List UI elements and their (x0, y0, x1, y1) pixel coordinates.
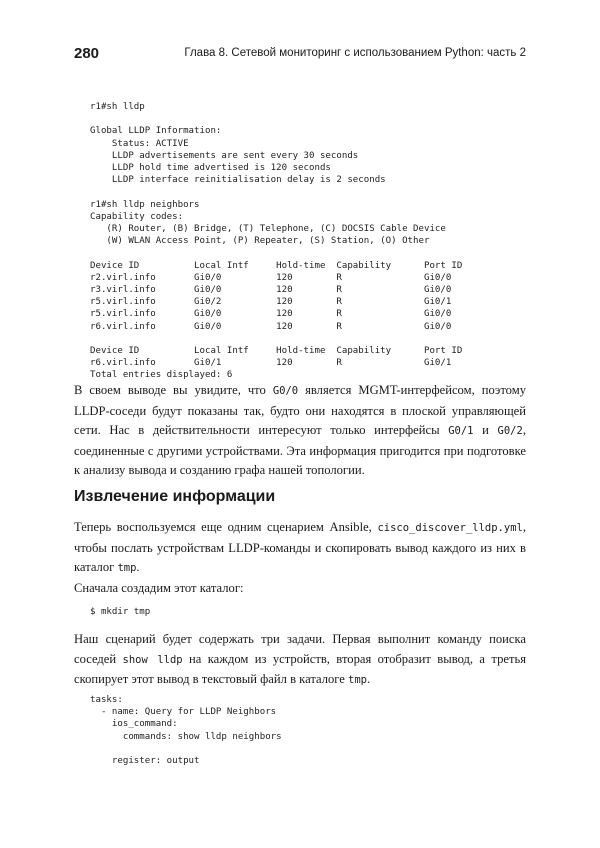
chapter-title: Глава 8. Сетевой мониторинг с использованием Python: часть 2 (184, 47, 526, 59)
page-header (74, 45, 526, 65)
section-heading: Извлечение информации (74, 488, 276, 505)
paragraph-ansible-playbook: Теперь воспользуемся еще одним сценарием Ansible, cisco_discover_lldp.yml, чтобы послать устройствам LLDP-команды и скопировать вывод каждого из них в каталог tmp. (74, 520, 526, 574)
paragraph-three-tasks: Наш сценарий будет содержать три задачи. Первая выполнит команду поиска соседей show lldp на каждом из устройств, вторая отобразит вывод, а третья скопирует этот вывод в текстовый файл в каталоге tmp. (74, 632, 526, 686)
page-number: 280 (74, 45, 100, 62)
code-block-mkdir: $ mkdir tmp (90, 607, 151, 617)
code-block-lldp-output: r1#sh lldp Global LLDP Information: Status: ACTIVE LLDP advertisements are sent every 30 seconds LLDP hold time advertised is 120 seconds LLDP interface reinitialisation delay is 2 seconds r1#sh lldp neighbors Capability codes: (R) Router, (B) Bridge, (T) Telephone, (C) DOCSIS Cable Device (W) WLAN Access Point, (P) Repeater, (S) Station, (O) Other Device ID Local Intf Hold-time Capability Port ID r2.virl.info Gi0/0 120 R Gi0/0 r3.virl.info Gi0/0 120 R Gi0/0 r5.virl.info Gi0/2 120 R Gi0/1 r5.virl.info Gi0/0 120 R Gi0/0 r6.virl.info Gi0/0 120 R Gi0/0 Device ID Local Intf Hold-time Capability Port ID r6.virl.info Gi0/1 120 R Gi0/1 Total entries displayed: 6 (90, 102, 463, 381)
code-block-tasks: tasks: - name: Query for LLDP Neighbors ios_command: commands: show lldp neighbors register: output (90, 695, 282, 767)
paragraph-mgmt-interface: В своем выводе вы увидите, что G0/0 является MGMT-интерфейсом, поэтому LLDP-соседи будут показаны так, будто они находятся в плоской управляющей сети. Нас в действительности интересуют только интерфейсы G0/1 и G0/2, соединенные с другими устройствами. Эта информация пригодится при подготовке к анализу вывода и созданию графа нашей топологии. (74, 383, 526, 477)
paragraph-create-directory: Сначала создадим этот каталог: (74, 581, 244, 595)
